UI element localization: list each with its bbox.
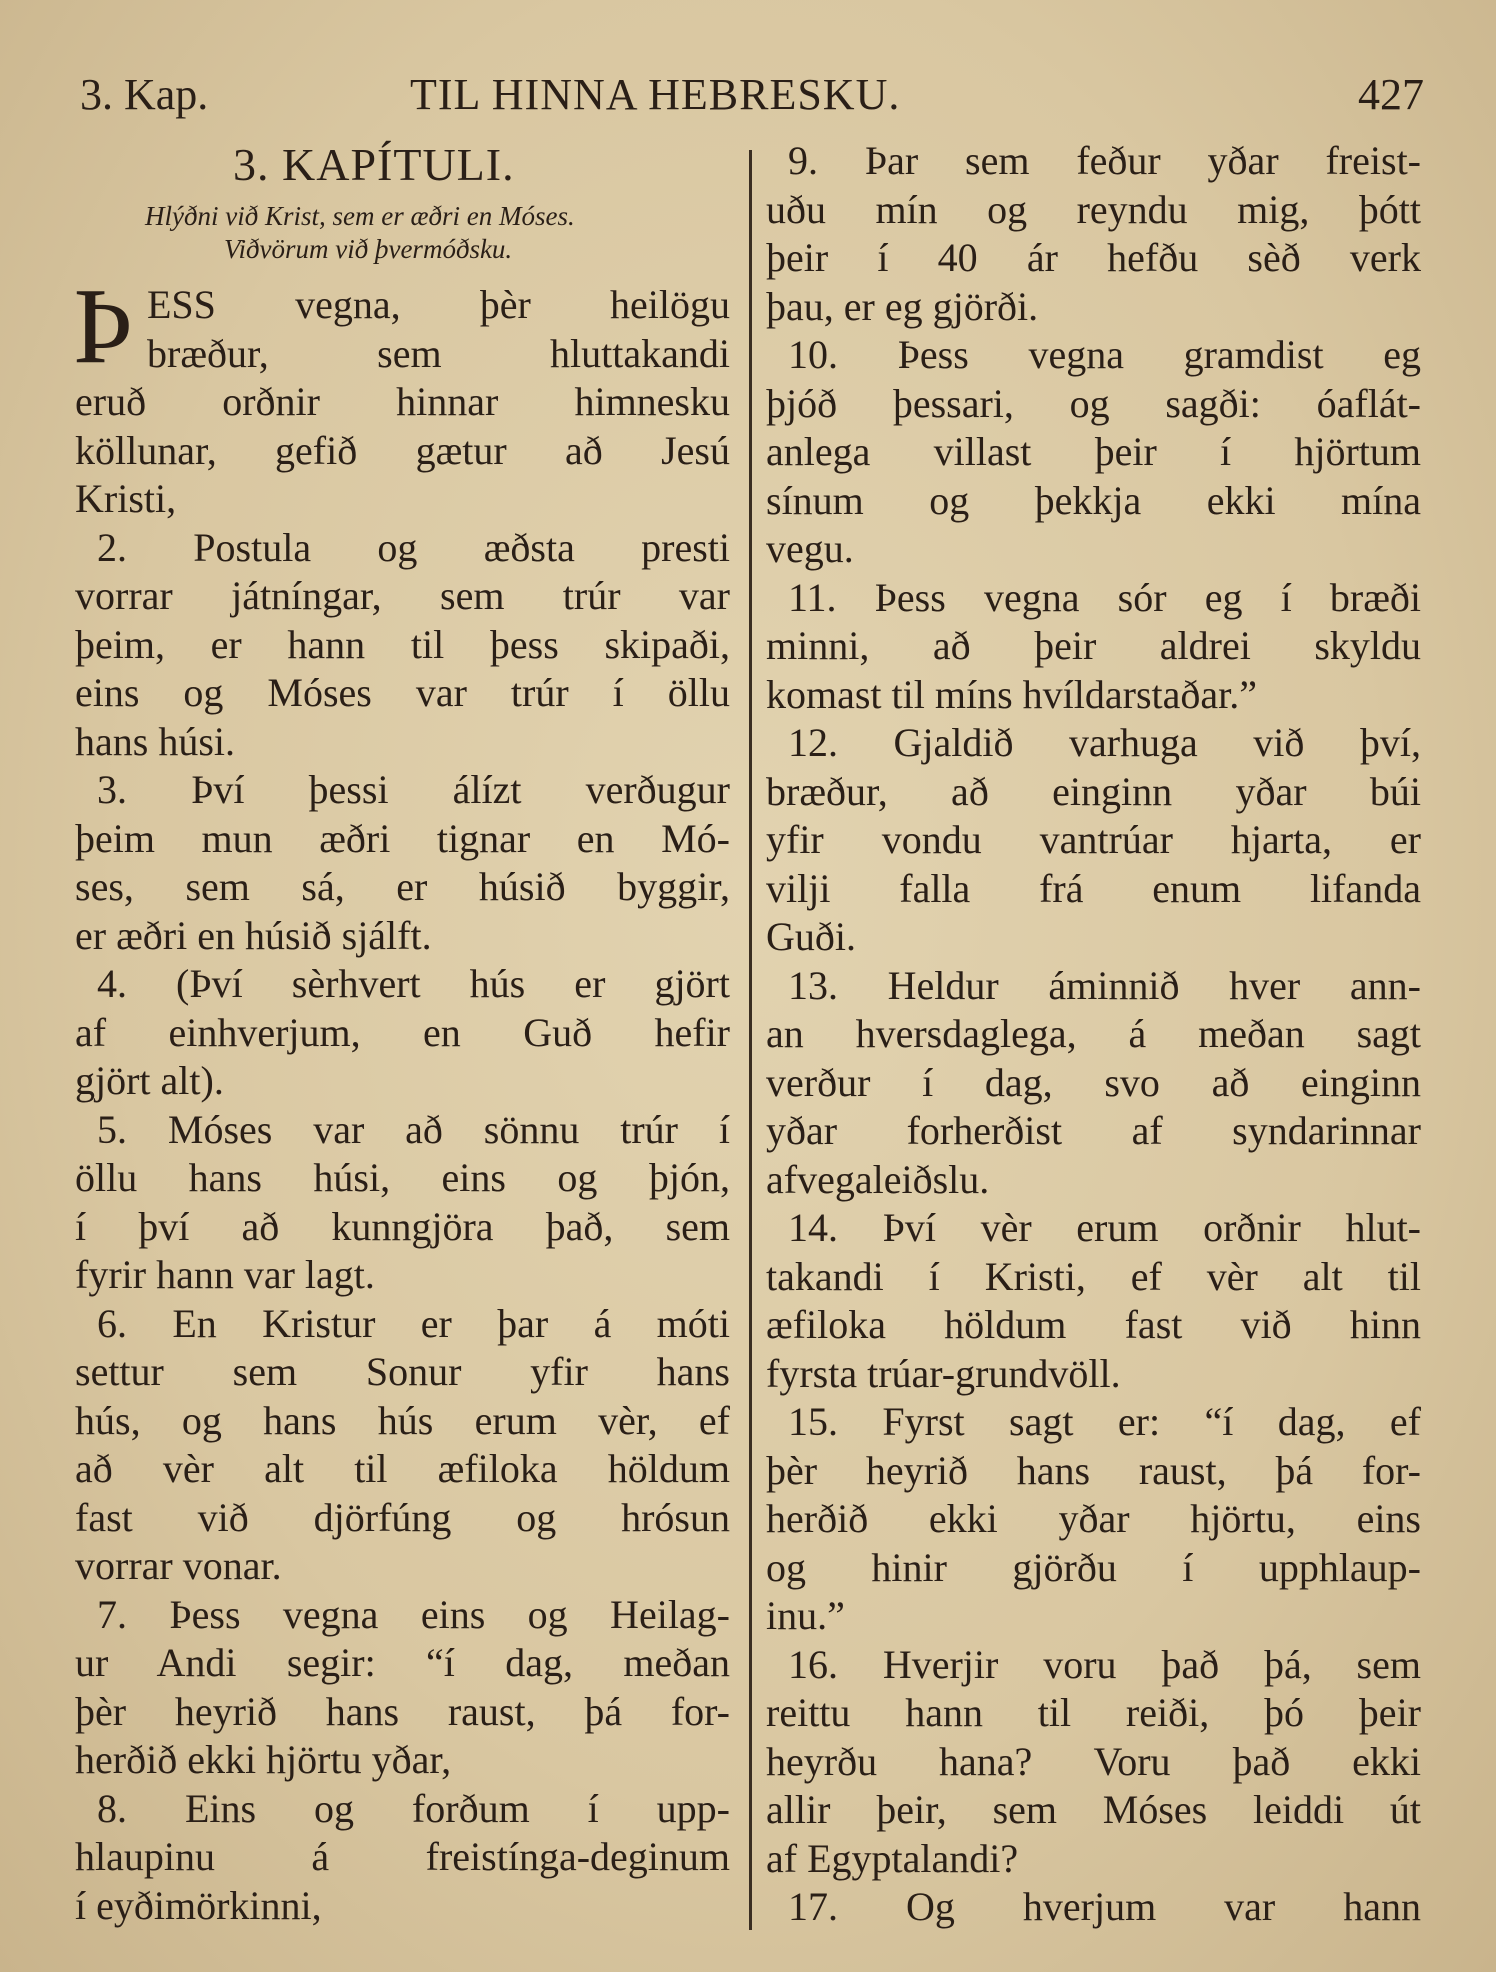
verse-paragraph: [766, 331, 1421, 574]
verse-paragraph: [766, 1204, 1421, 1398]
verse-paragraph: [75, 1300, 730, 1591]
text-line: 11. Þess vegna sór eg í bræði: [788, 574, 1421, 620]
text-line: fast við djörfúng og hrósun: [75, 1494, 730, 1540]
text-line: uðu mín og reyndu mig, þótt: [766, 186, 1421, 232]
text-line: vilji falla frá enum lifanda: [766, 865, 1421, 911]
text-line: reittu hann til reiði, þó þeir: [766, 1690, 1421, 1735]
left-column: [73, 267, 730, 1930]
text-line: 4. (Því sèrhvert hús er gjört: [97, 961, 730, 1006]
text-line: 8. Eins og forðum í upp-: [97, 1785, 730, 1831]
text-line: settur sem Sonur yfir hans: [75, 1349, 730, 1394]
verse-paragraph: [766, 1641, 1421, 1884]
verse-paragraph: [75, 766, 730, 960]
text-line: eruð orðnir hinnar himnesku: [75, 379, 730, 424]
text-line: eins og Móses var trúr í öllu: [75, 670, 730, 715]
text-line: er æðri en húsið sjálft.: [75, 912, 432, 958]
verse-paragraph: [766, 1883, 1421, 1932]
text-line: þèr heyrið hans raust, þá for-: [75, 1688, 730, 1734]
text-line: af einhverjum, en Guð hefir: [75, 1009, 730, 1055]
text-line: sínum og þekkja ekki mína: [766, 477, 1421, 523]
text-line: 15. Fyrst sagt er: “í dag, ef: [788, 1399, 1421, 1444]
chapter-summary-line: Viðvörum við þvermóðsku.: [224, 234, 513, 264]
text-line: köllunar, gefið gætur að Jesú: [75, 427, 730, 473]
text-line: inu.”: [766, 1593, 845, 1638]
text-line: vegu.: [766, 526, 854, 571]
text-line: 5. Móses var að sönnu trúr í: [97, 1106, 730, 1152]
verse-paragraph: [75, 1785, 730, 1931]
text-line: ESS vegna, þèr heilögu: [147, 282, 730, 327]
chapter-summary-line: Hlýðni við Krist, sem er æðri en Móses.: [145, 201, 575, 231]
text-line: bræður, að einginn yðar búi: [766, 768, 1421, 814]
text-line: í eyðimörkinni,: [75, 1882, 322, 1928]
text-line: vorrar játníngar, sem trúr var: [75, 573, 730, 618]
text-line: verður í dag, svo að einginn: [766, 1059, 1421, 1105]
text-line: an hversdaglega, á meðan sagt: [766, 1011, 1421, 1056]
verse-paragraph: [73, 267, 730, 524]
text-line: í því að kunngjöra það, sem: [75, 1203, 730, 1249]
text-line: fyrir hann var lagt.: [75, 1252, 375, 1297]
text-line: hlaupinu á freistínga-deginum: [75, 1834, 730, 1879]
text-line: og hinir gjörðu í upphlaup-: [766, 1544, 1421, 1590]
running-header-title: TIL HINNA HEBRESKU.: [410, 70, 901, 119]
verse-paragraph: [75, 524, 730, 767]
column-divider: [749, 150, 752, 1930]
text-line: herðið ekki hjörtu yðar,: [75, 1737, 452, 1782]
text-line: yðar forherðist af syndarinnar: [766, 1108, 1421, 1153]
text-line: 7. Þess vegna eins og Heilag-: [97, 1591, 730, 1637]
text-line: æfiloka höldum fast við hinn: [766, 1302, 1421, 1347]
verse-paragraph: [766, 962, 1421, 1205]
chapter-title: 3. KAPÍTULI.: [233, 139, 515, 190]
text-line: 12. Gjaldið varhuga við því,: [788, 720, 1421, 765]
text-line: 10. Þess vegna gramdist eg: [788, 332, 1421, 377]
text-line: bræður, sem hluttakandi: [147, 330, 730, 376]
text-line: þeim, er hann til þess skipaði,: [75, 621, 730, 667]
text-line: ur Andi segir: “í dag, meðan: [75, 1640, 730, 1685]
text-line: heyrðu hana? Voru það ekki: [766, 1738, 1421, 1784]
text-line: vorrar vonar.: [75, 1543, 282, 1588]
text-line: að vèr alt til æfiloka höldum: [75, 1446, 730, 1491]
text-line: 14. Því vèr erum orðnir hlut-: [788, 1205, 1421, 1250]
verse-paragraph: [75, 1591, 730, 1785]
verse-paragraph: [75, 1106, 730, 1300]
text-line: Guði.: [766, 914, 856, 959]
text-line: yfir vondu vantrúar hjarta, er: [766, 817, 1421, 862]
text-line: anlega villast þeir í hjörtum: [766, 429, 1421, 474]
drop-cap: Þ: [73, 267, 134, 386]
text-line: 3. Því þessi álízt verðugur: [97, 767, 730, 812]
text-line: þeir í 40 ár hefðu sèð verk: [766, 235, 1421, 280]
text-line: Kristi,: [75, 476, 177, 521]
text-line: þèr heyrið hans raust, þá for-: [766, 1447, 1421, 1493]
text-line: þau, er eg gjörði.: [766, 283, 1039, 329]
text-line: öllu hans húsi, eins og þjón,: [75, 1155, 730, 1200]
text-line: ses, sem sá, er húsið byggir,: [75, 864, 730, 909]
verse-paragraph: [766, 574, 1421, 720]
verse-paragraph: [766, 137, 1421, 331]
text-line: þeim mun æðri tignar en Mó-: [75, 815, 730, 861]
verse-paragraph: [75, 960, 730, 1106]
text-line: fyrsta trúar-grundvöll.: [766, 1350, 1121, 1396]
right-column: [766, 137, 1421, 1932]
text-line: 2. Postula og æðsta presti: [97, 524, 730, 570]
text-line: 6. En Kristur er þar á móti: [97, 1300, 730, 1346]
text-line: komast til míns hvíldarstaðar.”: [766, 671, 1258, 717]
text-line: herðið ekki yðar hjörtu, eins: [766, 1496, 1421, 1541]
text-line: 13. Heldur áminnið hver ann-: [788, 962, 1421, 1008]
text-line: takandi í Kristi, ef vèr alt til: [766, 1253, 1421, 1299]
text-line: hús, og hans hús erum vèr, ef: [75, 1397, 730, 1443]
text-line: allir þeir, sem Móses leiddi út: [766, 1787, 1421, 1832]
text-line: 16. Hverjir voru það þá, sem: [788, 1641, 1421, 1687]
verse-paragraph: [766, 1398, 1421, 1641]
text-line: af Egyptalandi?: [766, 1835, 1019, 1881]
text-line: gjört alt).: [75, 1058, 224, 1103]
text-line: hans húsi.: [75, 718, 235, 764]
running-header-chapter: 3. Kap.: [80, 70, 209, 119]
text-line: minni, að þeir aldrei skyldu: [766, 623, 1421, 668]
text-line: 9. Þar sem feður yðar freist-: [788, 138, 1421, 183]
page-number: 427: [1358, 70, 1424, 119]
verse-paragraph: [766, 719, 1421, 962]
text-line: þjóð þessari, og sagði: óaflát-: [766, 380, 1421, 426]
text-line: afvegaleiðslu.: [766, 1156, 990, 1202]
text-line: 17. Og hverjum var hann: [788, 1884, 1421, 1929]
